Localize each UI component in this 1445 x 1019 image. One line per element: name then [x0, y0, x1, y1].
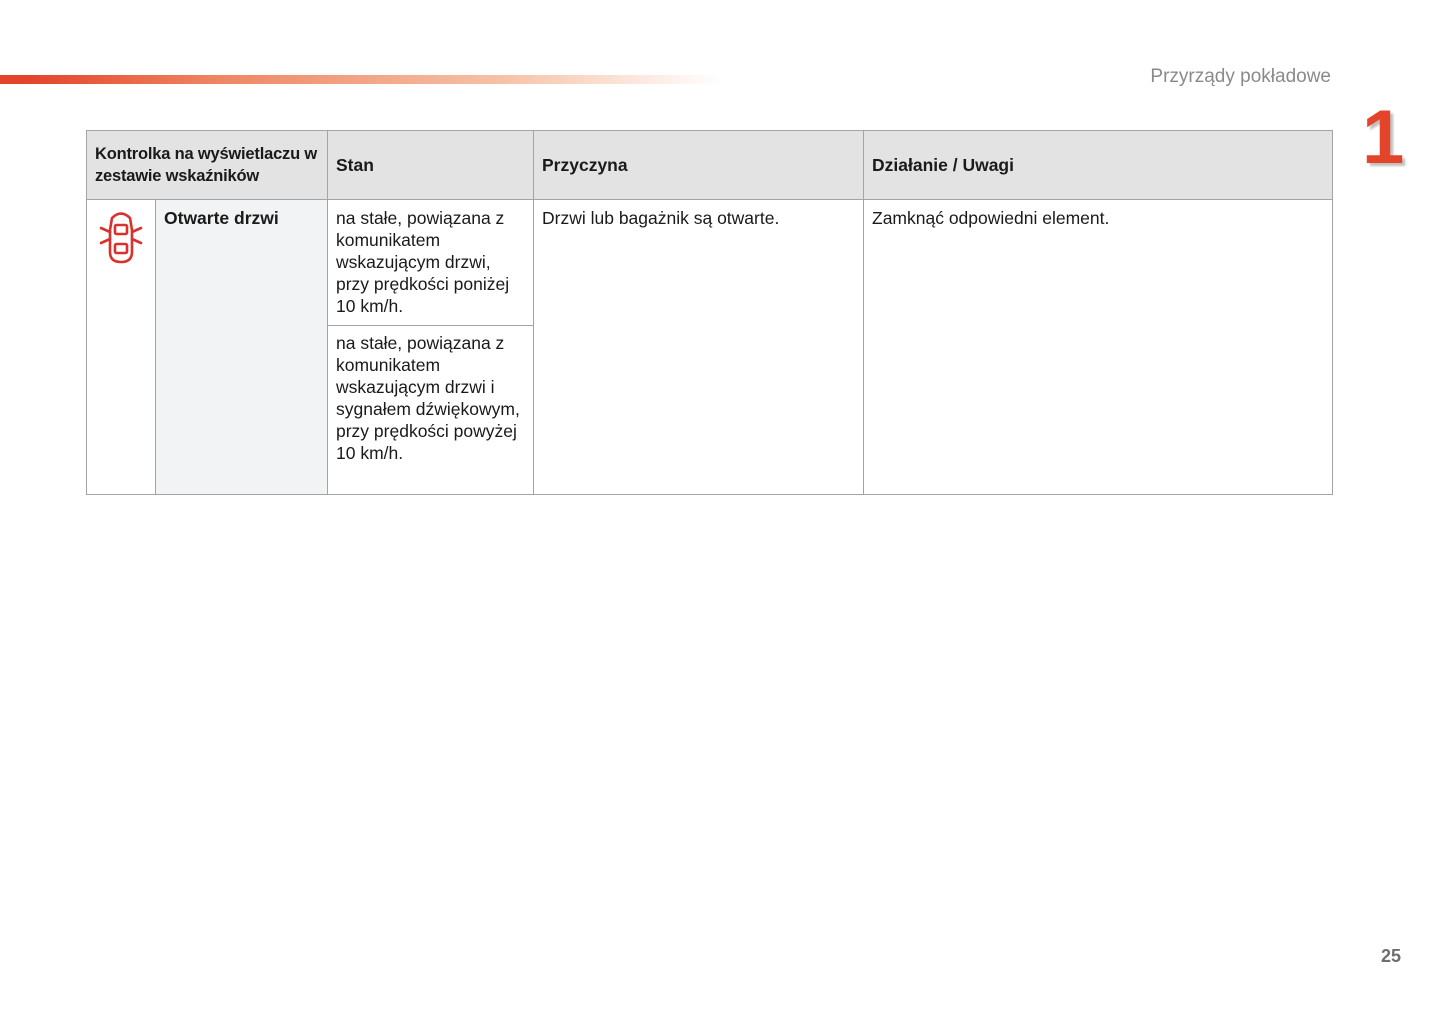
- page-number: 25: [1381, 946, 1402, 966]
- header-accent-bar: [0, 75, 720, 84]
- stan-cell: [328, 200, 534, 495]
- header-stan: Stan: [328, 131, 534, 200]
- header-przyczyna: Przyczyna: [534, 131, 864, 200]
- car-open-doors-icon: [97, 206, 145, 266]
- table-row: [87, 200, 1333, 495]
- section-title: Przyrządy pokładowe: [1150, 66, 1331, 87]
- dzialanie-cell: Zamknąć odpowiedni element.: [864, 200, 1333, 495]
- indicator-name: Otwarte drzwi: [156, 200, 328, 495]
- header-dzialanie: Działanie / Uwagi: [864, 131, 1333, 200]
- przyczyna-cell: Drzwi lub bagażnik są otwarte.: [534, 200, 864, 495]
- stan-divider: [328, 325, 533, 326]
- header-kontrolka: Kontrolka na wyświetlaczu w zestawie wskaźników: [87, 131, 328, 200]
- chapter-number: 1: [1362, 95, 1405, 180]
- indicator-icon-cell: [87, 200, 156, 495]
- stan-condition-1: na stałe, powiązana z komunikatem wskazującym drzwi, przy prędkości poniżej 10 km/h.: [336, 208, 510, 316]
- indicator-table: [86, 130, 1333, 495]
- table-header-row: [87, 131, 1333, 200]
- stan-condition-2: na stałe, powiązana z komunikatem wskazującym drzwi i sygnałem dźwiękowym, przy prędkości powyżej 10 km/h.: [336, 333, 520, 463]
